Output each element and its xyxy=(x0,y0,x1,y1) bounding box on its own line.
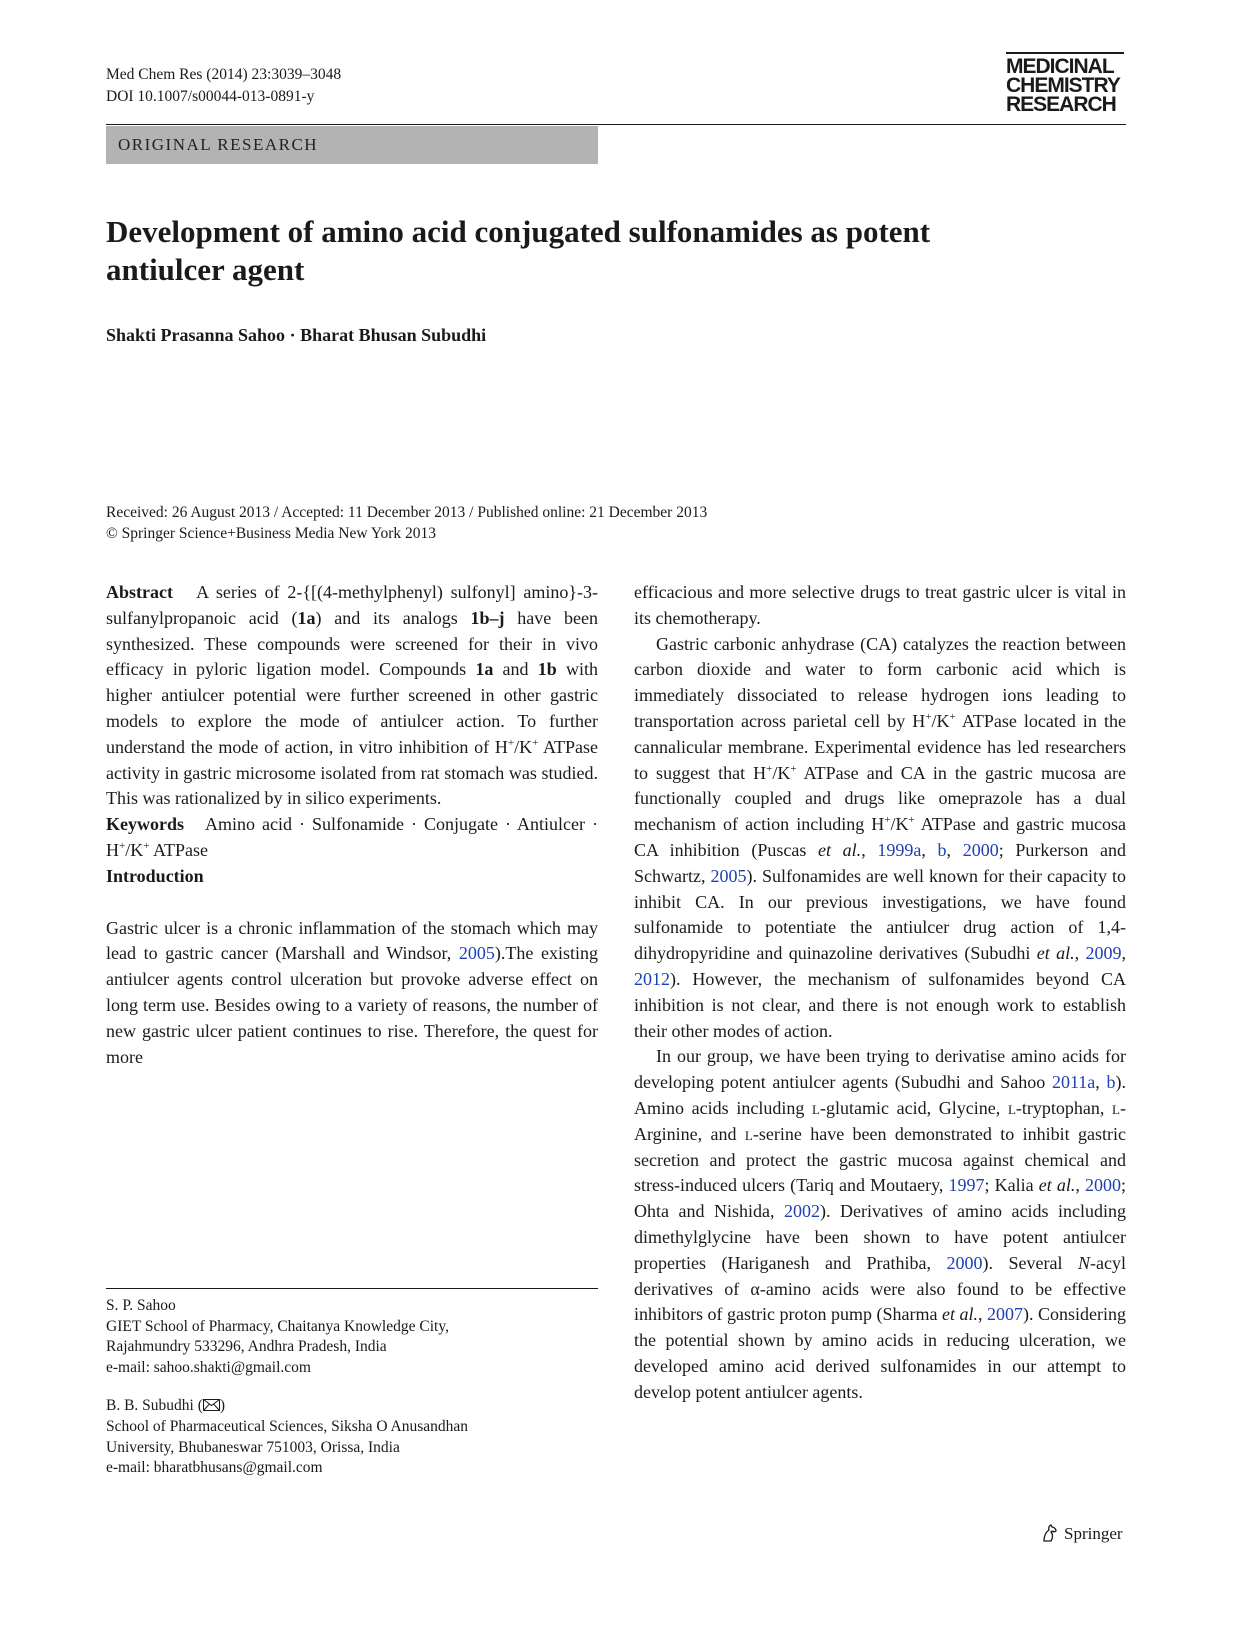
right-column xyxy=(634,580,1126,1406)
body-text: , xyxy=(861,839,878,860)
author-list xyxy=(106,325,486,346)
doi[interactable]: DOI 10.1007/s00044-013-0891-y xyxy=(106,88,315,105)
body-text: -tryptophan, xyxy=(1015,1097,1113,1118)
abstract-heading: Abstract xyxy=(106,582,173,602)
affiliation-2-name xyxy=(106,1396,598,1417)
small-caps-l: l xyxy=(1112,1097,1120,1118)
et-al: et al. xyxy=(1036,943,1075,964)
body-text: ATPase and gastric mucosa CA inhibition (Puscas xyxy=(634,814,1126,860)
et-al: et al. xyxy=(1038,1175,1076,1196)
affiliation-1-line: GIET School of Pharmacy, Chaitanya Knowledge City, xyxy=(106,1317,449,1335)
left-column xyxy=(106,580,598,1070)
affiliations xyxy=(106,1296,598,1479)
body-text: , xyxy=(921,839,938,860)
small-caps-l: l xyxy=(744,1123,753,1144)
publisher-name: Springer xyxy=(1064,1524,1123,1543)
publisher-mark xyxy=(1040,1523,1123,1544)
body-text: /K xyxy=(890,814,909,835)
compound-label: 1b xyxy=(537,659,557,680)
affiliation-2-line: University, Bhubaneswar 751003, Orissa, India xyxy=(106,1438,400,1456)
article-title: Development of amino acid conjugated sulfonamides as potent antiulcer agent xyxy=(106,214,931,287)
body-text: ; Purkerson and Schwartz, xyxy=(634,839,1127,886)
body-text: In our group, we have been trying to derivatise amino acids for developing potent antiulcer agents (Subudhi and Sahoo xyxy=(634,1046,1126,1093)
body-text: -serine have been demonstrated to inhibit gastric secretion and protect the gastric mucosa against chemical and stress-induced ulcers (Tariq and Moutaery, xyxy=(634,1123,1126,1196)
affiliation-1-email[interactable]: e-mail: sahoo.shakti@gmail.com xyxy=(106,1358,311,1376)
citation-link[interactable]: 1999a xyxy=(877,839,922,860)
body-text: ; Kalia xyxy=(984,1175,1039,1196)
keywords xyxy=(106,812,598,864)
history-dates: Received: 26 August 2013 / Accepted: 11 December 2013 / Published online: 21 December 2013 xyxy=(106,504,708,521)
body-text: -acyl derivatives of α-amino acids were also found to be effective inhibitors of gastric proton pump (Sharma xyxy=(634,1252,1126,1325)
intro-paragraph xyxy=(106,916,598,1071)
envelope-icon xyxy=(203,1397,220,1414)
citation-link[interactable]: 2000 xyxy=(1085,1175,1121,1196)
et-al: et al. xyxy=(818,839,862,860)
logo-line-1: MEDICINAL xyxy=(1006,55,1114,78)
affiliation-2-email[interactable]: e-mail: bharatbhusans@gmail.com xyxy=(106,1459,323,1477)
body-text: /K xyxy=(772,762,791,783)
abstract-text: and xyxy=(493,659,538,680)
citation-link[interactable]: 2012 xyxy=(634,968,670,989)
body-text: -glutamic acid, Glycine, xyxy=(819,1097,1008,1118)
affiliation-2-line: School of Pharmaceutical Sciences, Siksha O Anusandhan xyxy=(106,1417,469,1435)
superscript: + xyxy=(790,762,797,775)
citation-link[interactable]: 2002 xyxy=(784,1201,821,1222)
journal-logo xyxy=(1006,52,1124,114)
citation-link[interactable]: 2000 xyxy=(946,1252,983,1273)
publication-dates xyxy=(106,502,707,544)
superscript: + xyxy=(908,814,915,827)
body-text: ). However, the mechanism of sulfonamides beyond CA inhibition is not clear, and there is not enough work to establish their other modes of action. xyxy=(634,968,1126,1041)
superscript: + xyxy=(884,814,891,827)
keywords-list: /K xyxy=(125,839,144,860)
affiliation-1-line: Rajahmundry 533296, Andhra Pradesh, India xyxy=(106,1338,387,1356)
journal-meta xyxy=(106,64,341,108)
copyright: © Springer Science+Business Media New York 2013 xyxy=(106,525,437,542)
keywords-heading: Keywords xyxy=(106,814,184,835)
citation-link[interactable]: b xyxy=(1106,1072,1116,1093)
author-separator: · xyxy=(289,325,296,345)
body-text: -Arginine, and xyxy=(634,1097,1126,1144)
superscript: + xyxy=(766,762,773,775)
abstract-text: have been synthesized. These compounds were screened for their in vivo efficacy in pyloric ligation model. Compounds xyxy=(106,607,598,680)
citation-link[interactable]: 2005 xyxy=(710,865,747,886)
body-paragraph: efficacious and more selective drugs to treat gastric ulcer is vital in its chemotherapy. xyxy=(634,582,1126,628)
section-label: ORIGINAL RESEARCH xyxy=(106,126,598,164)
compound-label: 1b–j xyxy=(470,607,505,628)
journal-citation: Med Chem Res (2014) 23:3039–3048 xyxy=(106,66,342,83)
body-text: ). Sulfonamides are well known for their capacity to inhibit CA. In our previous investigations, we have found sulfonamide to potentiate the antiulcer drug action of 1,4-dihydropyridine and quinazoline derivatives (Subudhi xyxy=(634,865,1126,964)
body-text: , xyxy=(1074,943,1086,964)
et-al: et al. xyxy=(941,1304,978,1325)
citation-link[interactable]: 2000 xyxy=(962,839,999,860)
body-text: , xyxy=(1075,1175,1085,1196)
compound-label: 1a xyxy=(297,607,316,628)
abstract-text: A series of 2-{[(4-methylphenyl) sulfonyl] amino}-3-sulfanylpropanoic acid ( xyxy=(106,582,598,628)
body-text: , xyxy=(1121,943,1127,964)
corresponding-author: ) xyxy=(219,1397,226,1415)
logo-line-3: RESEARCH xyxy=(1006,93,1116,116)
compound-label: 1a xyxy=(475,659,494,680)
superscript: + xyxy=(507,736,515,749)
citation-link[interactable]: 2011a xyxy=(1051,1072,1096,1093)
superscript: + xyxy=(532,736,539,749)
superscript: + xyxy=(925,710,932,723)
citation-link[interactable]: 2009 xyxy=(1085,943,1122,964)
abstract-text: ) and its analogs xyxy=(315,607,471,628)
keywords-list: ATPase xyxy=(149,839,208,860)
abstract xyxy=(106,580,598,812)
citation-link[interactable]: 2005 xyxy=(458,943,495,964)
author-2[interactable]: Bharat Bhusan Subudhi xyxy=(300,325,487,345)
body-text: ATPase located in the cannalicular membrane. Experimental evidence has led researchers to suggest that H xyxy=(634,710,1127,783)
header-rule xyxy=(106,124,1126,125)
corresponding-author: B. B. Subudhi ( xyxy=(106,1397,203,1415)
italic-n: N xyxy=(1078,1252,1091,1273)
body-text: ). Considering the potential shown by amino acids in reducing ulceration, we developed amino acid derived sulfonamides in our attempt to develop potent antiulcer agents. xyxy=(634,1304,1126,1402)
body-text: ). Amino acids including xyxy=(634,1072,1126,1118)
body-paragraph xyxy=(634,1044,1126,1405)
springer-horse-icon xyxy=(1040,1524,1064,1543)
citation-link[interactable]: b xyxy=(937,839,947,860)
body-text: , xyxy=(946,839,963,860)
body-text: ). Several xyxy=(982,1252,1078,1273)
abstract-text: /K xyxy=(514,736,533,757)
small-caps-l: l xyxy=(812,1097,820,1118)
citation-link[interactable]: 1997 xyxy=(948,1175,985,1196)
footnote-rule xyxy=(106,1288,598,1289)
superscript: + xyxy=(119,839,126,852)
keywords-list: Amino acid · Sulfonamide · Conjugate · Antiulcer · H xyxy=(106,814,598,860)
body-text: Gastric ulcer is a chronic inflammation of the stomach which may lead to gastric cancer (Marshall and Windsor, xyxy=(106,917,598,964)
abstract-text: with higher antiulcer potential were further screened in other gastric models to explore the mode of antiulcer action. To further understand the mode of action, in vitro inhibition of H xyxy=(106,659,598,757)
citation-link[interactable]: 2007 xyxy=(987,1304,1023,1325)
body-text: Gastric carbonic anhydrase (CA) catalyzes the reaction between carbon dioxide and water to form carbonic acid which is immediately dissociated to release hydrogen ions leading to transportation across parietal cell by H xyxy=(634,633,1126,731)
body-text: ). Derivatives of amino acids including dimethylglycine have been shown to have potent antiulcer properties (Hariganesh and Prathiba, xyxy=(634,1201,1126,1273)
body-text: /K xyxy=(931,710,950,731)
small-caps-l: l xyxy=(1007,1097,1016,1118)
superscript: + xyxy=(143,839,150,852)
body-text: ATPase and CA in the gastric mucosa are functionally coupled and drugs like omeprazole has a dual mechanism of action including H xyxy=(634,762,1126,835)
abstract-text: ATPase activity in gastric microsome isolated from rat stomach was studied. This was rationalized by in silico experiments. xyxy=(106,736,598,809)
body-paragraph xyxy=(634,632,1126,1045)
body-text: , xyxy=(1095,1072,1107,1093)
introduction-heading: Introduction xyxy=(106,865,204,886)
affiliation-1-name: S. P. Sahoo xyxy=(106,1297,176,1314)
body-text: , xyxy=(977,1304,987,1325)
body-text: ).The existing antiulcer agents control ulceration but provoke adverse effect on long term use. Besides owing to a variety of reasons, the number of new gastric ulcer patient continues to rise. Therefore, the quest for more xyxy=(106,943,598,1067)
author-1[interactable]: Shakti Prasanna Sahoo xyxy=(106,325,286,345)
body-text: ; Ohta and Nishida, xyxy=(634,1175,1127,1222)
logo-line-2: CHEMISTRY xyxy=(1006,74,1120,97)
superscript: + xyxy=(949,710,956,723)
